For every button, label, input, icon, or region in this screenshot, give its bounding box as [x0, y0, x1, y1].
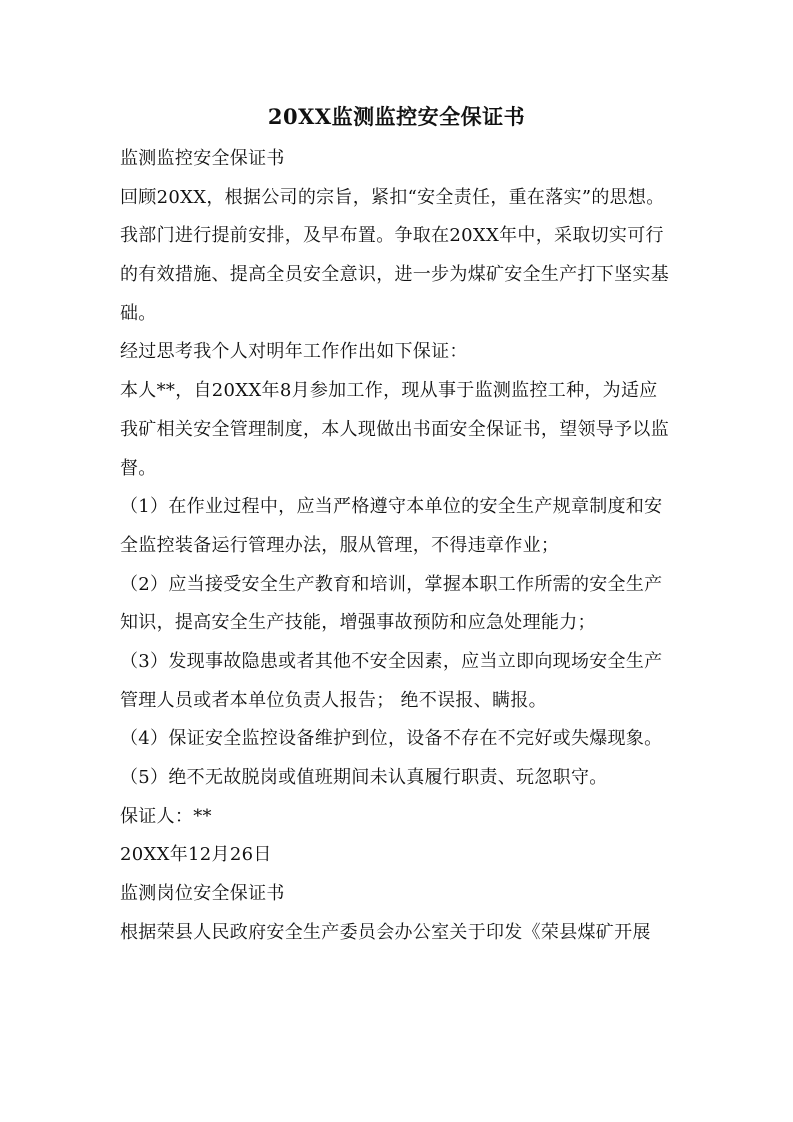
paragraph-line: 根据荣县人民政府安全生产委员会办公室关于印发《荣县煤矿开展	[120, 921, 651, 943]
signature-line: 保证人：**	[120, 805, 212, 827]
paragraph-line: 础。	[120, 302, 157, 324]
paragraph-line: 我矿相关安全管理制度，本人现做出书面安全保证书，望领导予以监	[120, 418, 669, 440]
document-title: 20XX监测监控安全保证书	[267, 104, 526, 129]
subtitle-line: 监测监控安全保证书	[120, 148, 285, 169]
list-item-line: 全监控装备运行管理办法，服从管理，不得违章作业；	[120, 534, 560, 556]
paragraph-line: 本人**，自20XX年8月参加工作，现从事于监测监控工种，为适应	[120, 380, 658, 402]
paragraph-line: 经过思考我个人对明年工作作出如下保证：	[120, 341, 468, 363]
date-line: 20XX年12月26日	[120, 844, 272, 866]
paragraph-line: 回顾20XX，根据公司的宗旨，紧扣“安全责任，重在落实”的思想。	[120, 186, 665, 208]
list-item-line: 管理人员或者本单位负责人报告； 绝不误报、瞒报。	[120, 689, 547, 711]
list-item-line: （5）绝不无故脱岗或值班期间未认真履行职责、玩忽职守。	[120, 767, 608, 788]
list-item-line: （3）发现事故隐患或者其他不安全因素，应当立即向现场安全生产	[120, 650, 663, 672]
list-item-line: （4）保证安全监控设备维护到位，设备不存在不完好或失爆现象。	[120, 728, 663, 750]
list-item-line: （1）在作业过程中，应当严格遵守本单位的安全生产规章制度和安	[120, 496, 663, 518]
list-item-line: （2）应当接受安全生产教育和培训，掌握本职工作所需的安全生产	[120, 573, 663, 595]
paragraph-line: 督。	[120, 457, 157, 479]
paragraph-line: 的有效措施、提高全员安全意识，进一步为煤矿安全生产打下坚实基	[120, 264, 669, 286]
document-body	[120, 140, 680, 952]
paragraph-line: 我部门进行提前安排，及早布置。争取在20XX年中，采取切实可行	[120, 225, 664, 247]
list-item-line: 知识，提高安全生产技能，增强事故预防和应急处理能力；	[120, 612, 596, 634]
section-heading-line: 监测岗位安全保证书	[120, 883, 285, 905]
